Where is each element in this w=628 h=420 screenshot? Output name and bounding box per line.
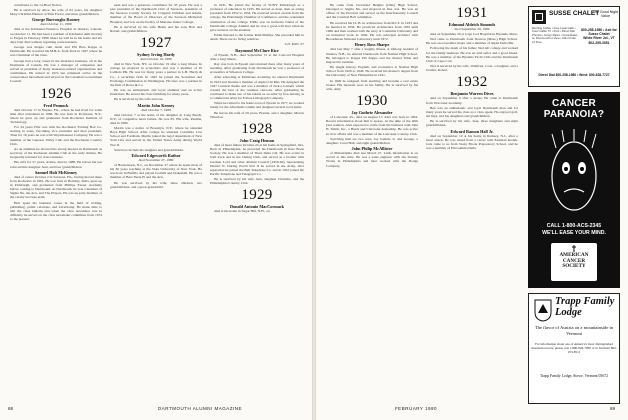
paragraph: died on September 19 at his home in Ramsey, N.J., after a heart attack. He was raised from a career with Eastman Kodak. Jack came to us from Stony Brook Preparatory School, and he was a member of Phi Gamma Delta. <box>426 133 518 150</box>
obituary-name: Edward Edgeworth Rathor <box>131 152 181 158</box>
cancer-headline: CANCER PARANOIA? <box>543 98 605 120</box>
paragraph: He is survived by his wife Jean, daughter Christine, and the Philadelphia Country Club. <box>210 177 304 186</box>
trapp-info: For information about one of America's most distinguished mountain resorts, please call 1-800-826-7000 or in Vermont 802-253-8511 <box>531 342 617 354</box>
paragraph: He is survived by his wife Helen and his sons Holt and Robert, and grandchildren. <box>110 24 202 33</box>
column-4 <box>326 3 418 395</box>
paragraph: of Lancaster, Pa., died on August 17. Alex was born in 1904. Recent information about him is sparse. At the time of the 40th year reunion, Alex expected to retire from his business with John H. Smith, Inc., a Buick and Chevrolet dealership. He was active in civic affairs and was a member of the Lancaster Country Club. <box>326 114 418 136</box>
class-year-heading: 1931 <box>456 5 488 21</box>
obituary-name: Henry Ross Sharpe <box>354 42 390 48</box>
paragraph: died on September 6 after a stroke. He came to Dartmouth from Worcester Academy. <box>426 96 518 105</box>
paragraph: He received his LL.B. in architecture from M.I.T. in 1933 and he married in 1934. He practiced architecture from 1935 until 1986 and then worked with the navy at Columbia University and on industrial work in 1946. He was principal architect with Brookhaven National Laboratory until 1972. <box>326 20 418 42</box>
paragraph: He was an enthusiastic and loyal alumnus and an active fundraiser. He served his class faithfully for many years. <box>110 88 202 97</box>
paragraph: For 34 years Fritz was with the Rochester Folding Box Co. starting in sales, becoming vice president and then president. Then for 16 years he was with Weyerhaeuser Company. He was a member of the Genesee Valley Club and the Rochester Country Club. <box>10 125 102 146</box>
page-number-right: 69 <box>610 406 616 411</box>
obituary-name: Sydney Irving Hardy <box>137 52 175 58</box>
paragraph: died of heart failure October 24 at his home in Springfield, Ore. Born in Philadelphia, he preceded his Dartmouth in Rare Book Society. He was a member of Theta Delta Chi. He was active in both track and in the Outing Club, and served as a brother with Gardner Lord and other Alumni Council (1959-62), representing District II. During World War II he served in the Army, after separation he joined the Bell Telephone Co. and in 1952 joined the Pacific Telephone and Telegraph Co. <box>210 142 304 176</box>
paragraph: died October 7 at the home of his daughter in Long Beach, N.Y., of congestive heart failure. He was 85. His wife, Pauline, died in 1980. <box>110 112 202 125</box>
susse-chalet-logo-icon <box>532 10 546 24</box>
susse-phone-line: 800-258-1980 • Ask for Susse Chalet <box>581 28 617 37</box>
paragraph: After schooling at Pembroke Academy, he entered Dartmouth in 1923 and became a member of Alpha Chi Rho. He designed the 1927 Carnival theme and was a member of Jack-o-Lantern which created the best of the twenties cartoons. After graduating he continued to make use of his talents as an artist by free-lancing as a commercial artist for Forbes Lithograph Company. <box>210 75 304 101</box>
susse-chalet-ad[interactable] <box>528 6 620 87</box>
obituary-name: George Burroughs Rooney <box>32 17 80 23</box>
column-3 <box>210 3 304 395</box>
trapp-family-lodge-ad[interactable] <box>528 293 620 404</box>
obituary-date: died October 7, 1989 <box>141 107 171 112</box>
paragraph: In 1949 he resigned from teaching and became a real estate broker. His interests were in his family. He is survived by his wife, Amy. <box>326 78 418 91</box>
paragraph: usan and was a generous contributor for 35 years. He was a past president of the Dartmouth Club of Sarasota, president of the Sarasota County Society for Crippled Children and Adults, member of the Board of Directors of the Sarasota Memorial Hospital, and was on the faculty of Manatee Junior College. <box>110 3 202 24</box>
paragraph: His wife for 57 years, Arlene, died in 1988. He leaves his son John and his daughter Jean, and four grandchildren. <box>10 160 102 169</box>
susse-chalet-brand: SUSSE CHALET <box>549 10 600 17</box>
anxious-face-icon <box>548 128 600 218</box>
obituary-name: Edmund Aldrich Simonds <box>448 22 496 27</box>
paragraph: He is survived by his wife, Jean, three daughters and eight grandchildren. <box>426 119 518 128</box>
paragraph: died in New York, NY, on October 19 after a long illness. In college he majored in economics and was a member of Pi Lambda Phi. He was for many years a partner in L.B. Hardy & Co., a securities firm. In 1945 he joined the Securities and Exchange Commission in Washington. He later was a partner in the firm of Rowe & Co. <box>110 62 202 87</box>
obituary-name: Martin John Keeney <box>137 102 175 108</box>
paragraph: of Hackensack, N.J., on November 27 where he spent most of his 30 years teaching at the State University of New York. He was born in Buffalo and played football and basketball. He was a member of Beta Theta Pi and the Arts. <box>110 162 202 180</box>
paragraph: Holt spent his business career in the field of writing, publishing, public relations, and advertising. He made time to edit the class bulletin and when the class newsletter was in difficulty he served on the class newsletter committee from 1974 to the present. <box>10 200 102 222</box>
acs-logo-text: AMERICAN CANCER SOCIETY <box>559 252 589 270</box>
trapp-address: Trapp Family Lodge, Stowe, Vermont 05672 <box>539 374 609 378</box>
paragraph: He leaves his wife of 59 years, Bonnie, and a daughter, Marcia Wheelon. <box>210 110 304 119</box>
paragraph: He taught history, English, and economics at Nashua High School from 1929 to 1949. He received his master's degree from the University of New Hampshire in 1941. <box>326 65 418 78</box>
class-year-heading: 1928 <box>241 120 273 137</box>
page-gutter <box>312 0 316 420</box>
cancer-society-ad[interactable] <box>528 92 620 288</box>
paragraph: He was survived by his wife, three children, two grandchildren, and a great-grandchild. <box>110 180 202 189</box>
obituary-date: died November 27, 1989 <box>138 157 174 162</box>
trapp-lodge-name: Trapp Family Lodge <box>555 296 615 318</box>
class-year-heading: 1930 <box>356 92 388 109</box>
paragraph: He came from Cleveland Heights (Ohio) High School, belonged to Sigma Nu, and majored in fine arts. He was an officer of the Pictorial and served on the Interfraternity Council and the Carnival Ball committee. <box>326 3 418 20</box>
paragraph: died last May 7 after a lengthy illness. A lifelong resident of Nashua, N.H., he entered Dartmouth from Nashua High School. He belonged to Kappa Phi Kappa and the Round Table and majored in German. <box>326 47 418 64</box>
paragraph: died at the Kitchener-Waterloo Hospital in Ontario, Canada, on October 11. He had been a resident of Kitchener until moving to Fergus in February 1989 where he will be in his home and six days later died without regaining consciousness. <box>10 27 102 44</box>
paragraph: contributor to the 14-Hour Notice. <box>14 3 63 7</box>
acs-logo-box <box>551 243 597 281</box>
column-1 <box>10 3 102 395</box>
obituary-date: died October 11, 1989 <box>40 22 72 27</box>
obituary-name: Raymond McClure Rice <box>235 47 279 53</box>
obituary-date: died September 29, 1989 <box>454 27 490 31</box>
susse-phone-number: 802-295-3051 <box>588 40 610 45</box>
obituary-name: Jay Guthrie Alexander <box>351 109 393 115</box>
paragraph: Surviving him are two sons, Jay Guthrie Jr. and George, a daughter, Carol Hall, and eight grandchildren. <box>326 136 418 145</box>
paragraph: As an alumnus he showed his strong interest in Dartmouth as secretary of the Rochester Alumni Club in the early thirties. He frequently returned for class reunions. <box>10 146 102 160</box>
paragraph: George was magna cum laude and Phi Beta Kappa at Dartmouth. He received his M.B.A. from Tuck in 1927 where he was Chairman of the class. <box>10 45 102 58</box>
class-year-heading: 1929 <box>241 187 273 204</box>
paragraph: George had a long career in the insurance business, all in the Dominion of Canada. He was a manager of companies and served as president of many insurance-related organizations and committees. He retired in 1974 but remained active in the conservation movement and served on the Canadian Government Council. <box>10 58 102 84</box>
paragraph: Ray was born in Epsom and returned there after many years of teaching. After graduating from Dartmouth he was a professor of economics at Wheaton College. <box>210 61 304 75</box>
obituary-name: John Philip McAllister <box>351 146 393 152</box>
obituary-date: died October 19, 1989 <box>140 57 172 62</box>
cancer-reassurance: WE'LL EASE YOUR MIND. <box>542 230 606 236</box>
susse-location: White River Jct., VT <box>583 36 615 41</box>
susse-chalet-amenities: Morning Coffee • Free Local Calls • Color Cable TV • Pool • Direct Dial Phones • Group Rates • Great Rates on Rooms with a View • Kids Under 12 Free <box>532 26 578 44</box>
paragraph: died on September 29 at Cape Cod Hospital in Hyannis, Mass. <box>430 32 518 36</box>
paragraph: Martin was a native of Brooklyn, N.Y., where he attended Boys High School. After college he attended Columbia Law School and Fordham. Martin joined the legal department of New York Life and served in the United States Army during World War II. <box>110 125 202 147</box>
paragraph: Survivors include his daughter and grandchildren. <box>114 147 184 152</box>
obituary-name: Edward Ramon Hall Jr. <box>450 128 494 134</box>
cancer-phone-number: CALL 1-800-ACS-2345 <box>546 223 602 229</box>
paragraph: Ned is survived by his wife, Winifred, a son, a daughter, and a brother, Robert. <box>426 64 518 73</box>
paragraph: died of cancer October 2 in Sarasota, Fla., having moved there from Rochester in 1961. He was born in Bombay, India, grew up in Pittsburgh, and graduated from Phillips Exeter Academy before coming to Dartmouth. At Dartmouth, he was a member of Sigma Nu, the Arts, and The Players. He was an early member of the varsity lacrosse team. <box>10 174 102 200</box>
paragraph: of Epsom, N.H., died September 15 at the Concord Hospital after a long illness. <box>210 52 304 61</box>
magazine-title: DARTMOUTH ALUMNI MAGAZINE <box>158 406 242 411</box>
paragraph: Eddie married to the former Ruth Phillips. She preceded him in death. There are no living relatives. <box>210 33 304 42</box>
susse-chalet-tagline: The Good Night Value <box>592 10 619 19</box>
obituary-name: Samuel Holt McKinney <box>34 169 78 175</box>
class-year-heading: 1927 <box>140 35 172 52</box>
paragraph: Ben was an enthusiastic and loyal Dartmouth man and for many years he served his class as a class agent. He enjoyed golf, ski trips, and his daughters and grandchildren. <box>426 105 518 119</box>
susse-chalet-contact-line: Direct Dial 800-258-1980 • West: 800-628-7727 <box>538 73 610 77</box>
paragraph: of Philadelphia died last March 27. Little information is on record at this time. He was a sales engineer with the Stanley Works in Philadelphia and later worked with the Dodge Company. <box>326 151 418 168</box>
obituary-name: Donald Antonio MacCormack <box>230 204 284 210</box>
class-year-heading: 1932 <box>456 74 488 91</box>
signature: S.D. Mills '27 <box>284 42 304 47</box>
susse-chalet-phone-block <box>580 28 618 45</box>
paragraph: He is survived by Alice, his wife of 64 years, his daughter Mary Christine Hanson of Park Forest, and three grandchildren. <box>10 8 102 17</box>
obituary-name: Fred Pennock <box>43 102 69 108</box>
paragraph: died at his home in Sugar Hill, N.H., on <box>214 209 270 214</box>
obituary-name: John Craig Henson <box>239 137 275 143</box>
page-number-left: 68 <box>8 406 14 411</box>
paragraph: He is survived by his wife and son. <box>114 97 164 102</box>
paragraph: in 1931. He joined the faculty of SUNY Plattsburgh as a professor of education in 1935. He served as dean, then as acting president from 1952 to 1954. He received several awards from the college, the Plattsburgh Chamber of Commerce, and the centennial celebration of the college. Eddie was an inclusive friend of the Dartmouth College Alumni and he was a good-will host when he gave lectures on the students. <box>210 3 304 32</box>
paragraph: Ned came to Dartmouth from Newton (Mass.) High School. He was an economics major and a member of Alpha Delta Phi. <box>426 37 518 46</box>
trapp-tagline: The flavor of Austria on a mountainside in Vermont <box>534 325 614 336</box>
paragraph: When he retired to his home town of Epsom in 1977, he worked busily for the Aftermath column and designed several local items. <box>210 101 304 110</box>
lodge-crest-icon <box>533 298 553 322</box>
paragraph: Following the death of his father, Ned left college and worked for the family business. He was an avid sailor and a good friend. He was a member of the Hyannis Yacht Club and the Dartmouth Club of Cape Cod. <box>426 46 518 63</box>
column-5 <box>426 3 518 395</box>
obituary-name: Benjamin Warren Dives <box>450 91 494 97</box>
issue-date: FEBRUARY 1990 <box>394 406 438 411</box>
class-year-heading: 1926 <box>40 85 72 102</box>
paragraph: died October 17 in Naples, Fla., where he had lived for some time after retirement in 1966. He was born in Rochester, N.Y., where he grew up and graduated from Rochester Institute of Technology. <box>10 107 102 124</box>
column-2 <box>110 3 202 395</box>
